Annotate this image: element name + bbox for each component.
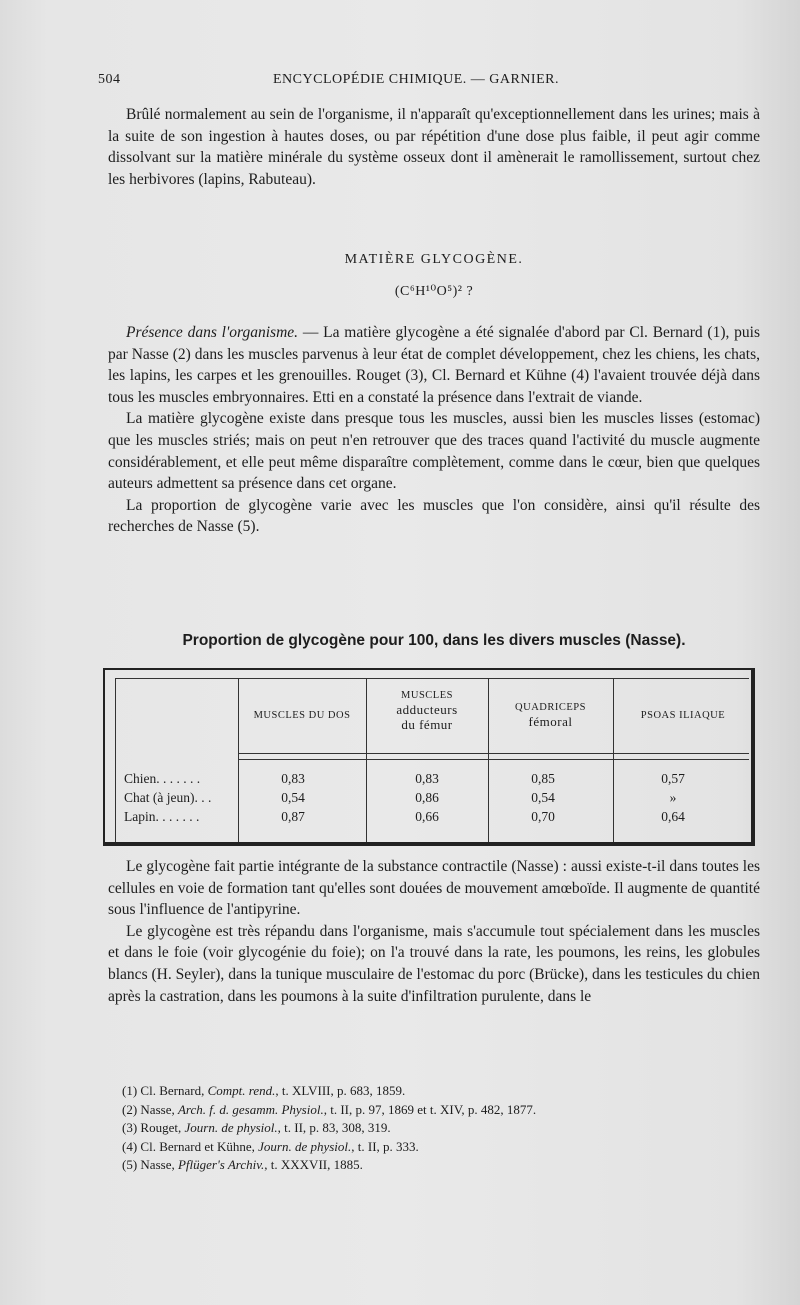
footnote	[122, 1082, 742, 1101]
table-cell: 0,64	[661, 809, 685, 824]
paragraph-5: Le glycogène fait partie intégrante de la substance contractile (Nasse) : aussi existe-t-il dans toutes les cellules en voie de formation tant qu'elles sont douées de mouvement amœboïde. Il augmente de quantité sous l'influence de l'antipyrine.	[108, 858, 760, 919]
section-title: MATIÈRE GLYCOGÈNE.	[344, 252, 524, 267]
table-cell: 0,57	[661, 771, 685, 786]
col-header-quadriceps-line1: QUADRICEPS	[515, 702, 586, 713]
footnote-author: Cl. Bernard,	[140, 1083, 208, 1098]
running-title: ENCYCLOPÉDIE CHIMIQUE. — GARNIER.	[273, 72, 559, 87]
paragraph-1: Brûlé normalement au sein de l'organisme, il n'apparaît qu'exceptionnellement dans les urines; mais à la suite de son ingestion à hautes doses, ou par répétition d'une dose plus faible, il peut agir comme dissolvant sur la matière minérale du système osseux dont il amènerait le ramollissement, surtout chez les herbivores (lapins, Rabuteau).	[108, 106, 760, 188]
row-label-chien: Chien. . . . . . .	[124, 771, 201, 786]
col-header-quadriceps-line2: fémoral	[528, 714, 573, 729]
footnote-ref: , t. II, p. 333.	[351, 1138, 419, 1154]
col-header-adducteurs-line1: MUSCLES	[401, 690, 453, 701]
table-grid	[115, 678, 749, 842]
footnote-ref: , t. II, p. 97, 1869 et t. XIV, p. 482, 1877.	[323, 1101, 537, 1117]
footnote-author: Nasse,	[140, 1157, 178, 1172]
footnote-journal: Pflüger's Archiv.	[177, 1157, 265, 1172]
paragraph-block-2	[108, 322, 760, 538]
footnote-number: (2)	[122, 1101, 138, 1117]
footnote	[122, 1119, 742, 1138]
footnote-author: Nasse,	[140, 1101, 178, 1117]
footnote	[122, 1138, 742, 1157]
table-header-rule	[238, 753, 749, 754]
footnote	[122, 1156, 742, 1175]
footnote-number: (3)	[122, 1120, 138, 1135]
col-header-psoas: PSOAS ILIAQUE	[640, 710, 726, 721]
footnote-author: Cl. Bernard et Kühne,	[140, 1138, 259, 1154]
col-header-quadriceps	[488, 701, 613, 729]
footnote-journal: Arch. f. d. gesamm. Physiol.	[177, 1101, 324, 1117]
table-header-rule	[238, 759, 749, 760]
footnote-ref: , t. XXXVII, 1885.	[264, 1157, 363, 1172]
paragraph-6: Le glycogène est très répandu dans l'organisme, mais s'accumule tout spécialement dans les muscles et dans le foie (voir glycogénie du foie); on l'a trouvé dans la rate, les poumons, les reins, les globules blancs (H. Seyler), dans la tunique musculaire de l'estomac du porc (Brücke), dans les testicules du chien après la castration, dans les poumons à la suite d'infiltration purulente, dans le	[108, 922, 760, 1005]
table-cell: 0,83	[415, 771, 439, 786]
paragraph-2-lead: Présence dans l'organisme.	[126, 324, 299, 341]
col-header-adducteurs-line2: adducteurs	[396, 702, 458, 717]
table-cell: 0,87	[281, 809, 305, 824]
footnote-journal: Journ. de physiol.	[184, 1120, 278, 1135]
col-header-adducteurs-line3: du fémur	[401, 717, 453, 732]
footnote-ref: , t. XLVIII, p. 683, 1859.	[275, 1083, 406, 1098]
table-cell: 0,54	[531, 790, 555, 805]
table-cell: 0,54	[281, 790, 305, 805]
footnote	[122, 1101, 742, 1120]
table-cell: 0,86	[415, 790, 439, 805]
table-cell: »	[669, 790, 677, 805]
paragraph-3: La matière glycogène existe dans presque tous les muscles, aussi bien les muscles lisses (estomac) que les muscles striés; mais on peut n'en retrouver que des traces quand l'activité du muscle augmente considérablement, et elle peut même disparaître complètement, comme dans le cœur, bien que quelques auteurs admettent sa présence dans cet organe.	[108, 410, 760, 493]
row-label-chat: Chat (à jeun). . .	[124, 790, 212, 805]
col-header-dos: MUSCLES DU DOS	[253, 710, 351, 721]
page-number: 504	[98, 72, 121, 87]
footnote-number: (4)	[122, 1138, 138, 1154]
row-label-lapin: Lapin. . . . . . .	[124, 809, 200, 824]
glycogen-table	[103, 668, 755, 846]
section-formula: (C⁶H¹⁰O⁵)² ?	[394, 284, 474, 299]
table-cell: 0,66	[415, 809, 439, 824]
table-title: Proportion de glycogène pour 100, dans les divers muscles (Nasse).	[182, 632, 686, 649]
footnote-journal: Journ. de physiol.	[258, 1138, 352, 1154]
footnote-ref: , t. II, p. 83, 308, 319.	[277, 1120, 391, 1135]
footnote-author: Rouget,	[140, 1120, 185, 1135]
table-cell: 0,83	[281, 771, 305, 786]
paragraph-4: La proportion de glycogène varie avec les muscles que l'on considère, ainsi qu'il résulte des recherches de Nasse (5).	[108, 496, 760, 536]
paragraph-block-3	[108, 856, 760, 1007]
paragraph-2-text: — La matière glycogène a été signalée d'abord par Cl. Bernard (1), puis par Nasse (2) dans les muscles parvenus à leur état de complet développement, chez les chiens, les chats, les lapins, les carpes et les grenouilles. Rouget (3), Cl. Bernard et Kühne (4) l'avaient trouvée déjà dans tous les muscles embryonnaires. Etti en a constaté la présence dans l'extrait de viande.	[108, 324, 760, 406]
col-header-adducteurs	[366, 689, 488, 732]
footnote-journal: Compt. rend.	[207, 1083, 276, 1098]
footnote-number: (5)	[122, 1157, 138, 1172]
table-cell: 0,70	[531, 809, 555, 824]
paragraph-2	[108, 322, 760, 408]
table-cell: 0,85	[531, 771, 555, 786]
paragraph-block-1	[108, 104, 760, 190]
footnote-number: (1)	[122, 1083, 138, 1098]
footnotes	[122, 1082, 742, 1175]
